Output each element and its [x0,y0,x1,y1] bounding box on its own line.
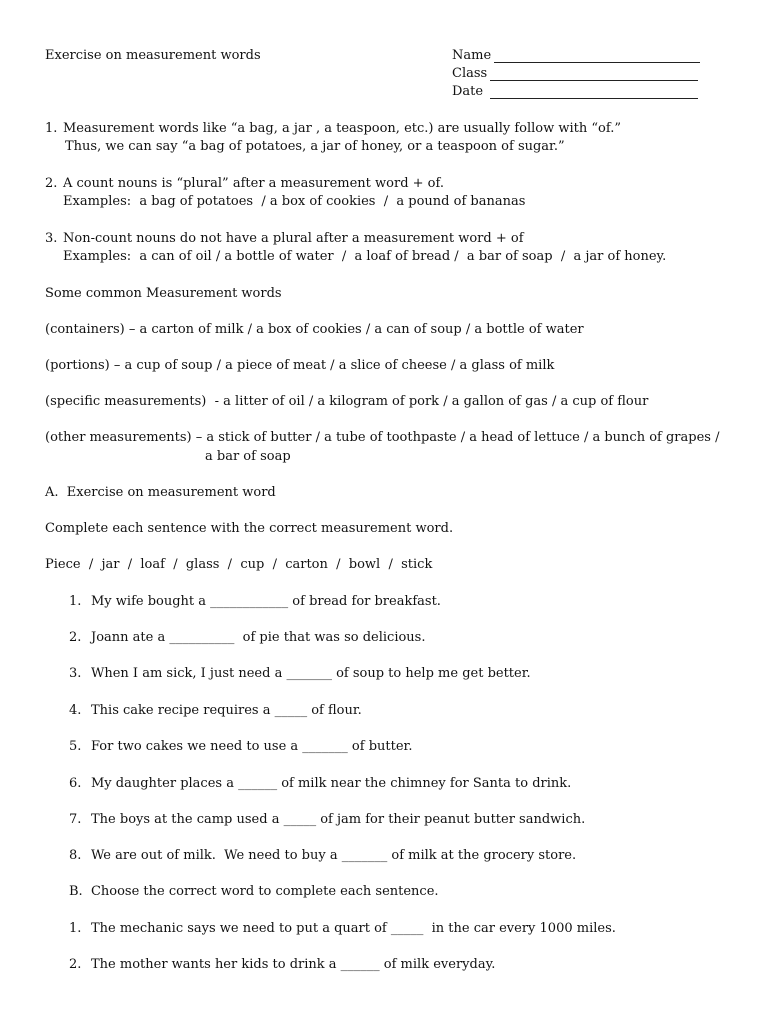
rule-text: Non-count nouns do not have a plural after a measurement word + of [63,231,524,246]
section-b-heading: B. Choose the correct word to complete each sentence. [69,884,439,899]
exercise-item: My wife bought a ____________ of bread for breakfast. [91,594,441,609]
word-bank: Piece / jar / loaf / glass / cup / carton / bowl / stick [45,557,433,572]
rule-text: A count nouns is “plural” after a measurement word + of. [63,176,444,191]
item-number: 3. [69,666,82,681]
name-field-line[interactable] [494,62,700,63]
date-field-line[interactable] [490,98,698,99]
item-number: 1. [69,594,82,609]
item-number: 1. [69,921,82,936]
item-number: 8. [69,848,82,863]
portions-line: (portions) – a cup of soup / a piece of meat / a slice of cheese / a glass of milk [45,358,555,373]
rule-number: 2. [45,176,58,191]
rule-number: 3. [45,231,58,246]
exercise-item: For two cakes we need to use a _______ of butter. [91,739,413,754]
rule-number: 1. [45,121,58,136]
item-number: 4. [69,703,82,718]
rule-text: Measurement words like “a bag, a jar , a teaspoon, etc.) are usually follow with “of.” [63,121,622,136]
rule-example: Examples: a can of oil / a bottle of water / a loaf of bread / a bar of soap / a jar of honey. [63,249,667,264]
item-number: 2. [69,630,82,645]
containers-line: (containers) – a carton of milk / a box of cookies / a can of soup / a bottle of water [45,322,584,337]
document-title: Exercise on measurement words [45,48,261,63]
item-number: 7. [69,812,82,827]
item-number: 6. [69,776,82,791]
rule-text: Thus, we can say “a bag of potatoes, a jar of honey, or a teaspoon of sugar.” [65,139,565,154]
name-label: Name [452,48,492,63]
exercise-item: We are out of milk. We need to buy a _______ of milk at the grocery store. [91,848,577,863]
class-field-line[interactable] [490,80,698,81]
exercise-item: This cake recipe requires a _____ of flour. [91,703,362,718]
exercise-item: Joann ate a __________ of pie that was so delicious. [91,630,426,645]
other-line-continuation: a bar of soap [205,449,291,464]
section-heading: Some common Measurement words [45,286,282,301]
exercise-item: The mechanic says we need to put a quart of _____ in the car every 1000 miles. [91,921,616,936]
other-line: (other measurements) – a stick of butter / a tube of toothpaste / a head of lettuce / a bunch of grapes / [45,430,720,445]
specific-line: (specific measurements) - a litter of oil / a kilogram of pork / a gallon of gas / a cup of flour [45,394,649,409]
section-a-heading: A. Exercise on measurement word [45,485,276,500]
rule-example: Examples: a bag of potatoes / a box of cookies / a pound of bananas [63,194,526,209]
section-a-instruction: Complete each sentence with the correct measurement word. [45,521,454,536]
item-number: 5. [69,739,82,754]
class-label: Class [452,66,488,81]
item-number: 2. [69,957,82,972]
exercise-item: My daughter places a ______ of milk near the chimney for Santa to drink. [91,776,572,791]
date-label: Date [452,84,484,99]
exercise-item: The boys at the camp used a _____ of jam for their peanut butter sandwich. [91,812,586,827]
exercise-item: The mother wants her kids to drink a ______ of milk everyday. [91,957,496,972]
exercise-item: When I am sick, I just need a _______ of soup to help me get better. [91,666,531,681]
